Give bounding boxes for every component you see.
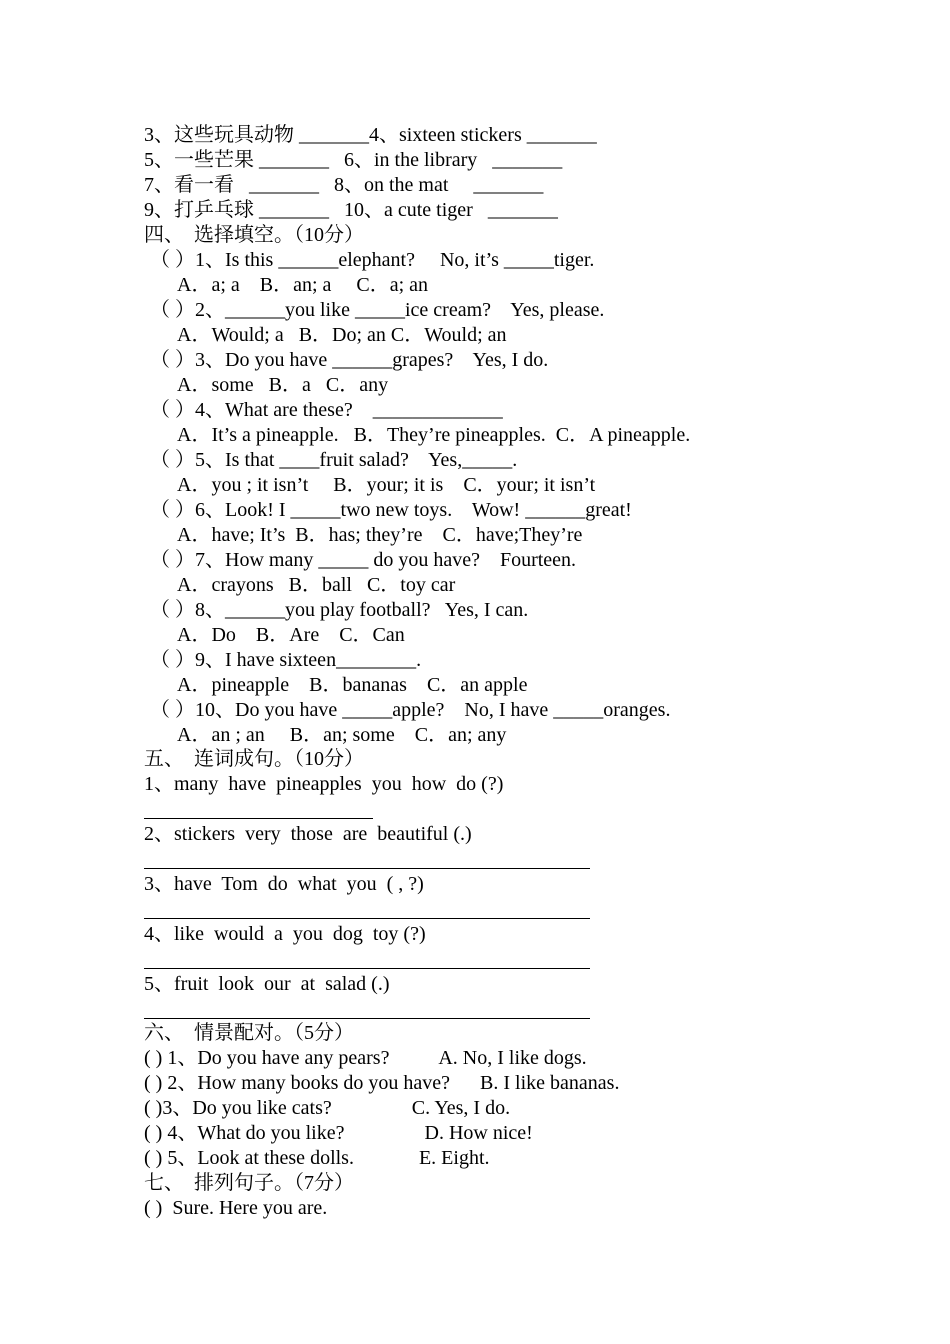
match-row-2: ( ) 2、How many books do you have? B. I like bananas. — [144, 1072, 620, 1094]
vocab-row-9-10: 9、打乒乓球 _______ 10、a cute tiger _______ — [144, 199, 558, 221]
section-4-heading: 四、 选择填空。（10分） — [144, 224, 364, 246]
answer-line-4[interactable] — [144, 968, 590, 969]
reorder-words-1: 1、many have pineapples you how do (?) — [144, 773, 504, 795]
section-7-heading: 七、 排列句子。（7分） — [144, 1172, 354, 1194]
answer-line-1[interactable] — [144, 818, 373, 819]
match-row-3: ( )3、Do you like cats? C. Yes, I do. — [144, 1097, 511, 1119]
mc-question-7: （ ）7、How many _____ do you have? Fourteen. — [150, 549, 577, 571]
match-row-4: ( ) 4、What do you like? D. How nice! — [144, 1122, 533, 1144]
mc-options-10: A．an ; an B．an; some C．an; any — [177, 724, 507, 746]
mc-question-5: （ ）5、Is that ____fruit salad? Yes,_____. — [150, 449, 518, 471]
vocab-row-7-8: 7、看一看 _______ 8、on the mat _______ — [144, 174, 544, 196]
mc-options-8: A．Do B．Are C．Can — [177, 624, 405, 646]
vocab-row-5-6: 5、一些芒果 _______ 6、in the library _______ — [144, 149, 563, 171]
reorder-words-2: 2、stickers very those are beautiful (.) — [144, 823, 472, 845]
answer-line-2[interactable] — [144, 868, 590, 869]
mc-options-6: A．have; It’s B．has; they’re C．have;They’re — [177, 524, 583, 546]
mc-question-6: （ ）6、Look! I _____two new toys. Wow! ______great! — [150, 499, 632, 521]
mc-options-7: A．crayons B．ball C．toy car — [177, 574, 456, 596]
mc-question-2: （ ）2、______you like _____ice cream? Yes, please. — [150, 299, 605, 321]
mc-question-3: （ ）3、Do you have ______grapes? Yes, I do. — [150, 349, 549, 371]
mc-question-8: （ ）8、______you play football? Yes, I can. — [150, 599, 529, 621]
mc-options-9: A．pineapple B．bananas C．an apple — [177, 674, 528, 696]
reorder-words-5: 5、fruit look our at salad (.) — [144, 973, 390, 995]
reorder-words-4: 4、like would a you dog toy (?) — [144, 923, 426, 945]
mc-options-2: A．Would; a B．Do; an C．Would; an — [177, 324, 507, 346]
mc-question-10: （ ）10、Do you have _____apple? No, I have _____oranges. — [150, 699, 671, 721]
mc-question-1: （ ）1、Is this ______elephant? No, it’s _____tiger. — [150, 249, 595, 271]
mc-options-1: A．a; a B．an; a C．a; an — [177, 274, 429, 296]
mc-question-9: （ ）9、I have sixteen________. — [150, 649, 422, 671]
section-5-heading: 五、 连词成句。（10分） — [144, 748, 364, 770]
answer-line-3[interactable] — [144, 918, 590, 919]
match-row-5: ( ) 5、Look at these dolls. E. Eight. — [144, 1147, 490, 1169]
match-row-1: ( ) 1、Do you have any pears? A. No, I like dogs. — [144, 1047, 587, 1069]
section-6-heading: 六、 情景配对。（5分） — [144, 1022, 354, 1044]
order-sentence-1: ( ) Sure. Here you are. — [144, 1197, 328, 1219]
mc-question-4: （ ）4、What are these? _____________ — [150, 399, 503, 421]
mc-options-4: A．It’s a pineapple. B．They’re pineapples. C．A pineapple. — [177, 424, 691, 446]
reorder-words-3: 3、have Tom do what you ( , ?) — [144, 873, 424, 895]
mc-options-5: A．you ; it isn’t B．your; it is C．your; it isn’t — [177, 474, 596, 496]
vocab-row-3-4: 3、这些玩具动物 _______4、sixteen stickers _______ — [144, 124, 597, 146]
answer-line-5[interactable] — [144, 1018, 590, 1019]
mc-options-3: A．some B．a C．any — [177, 374, 389, 396]
